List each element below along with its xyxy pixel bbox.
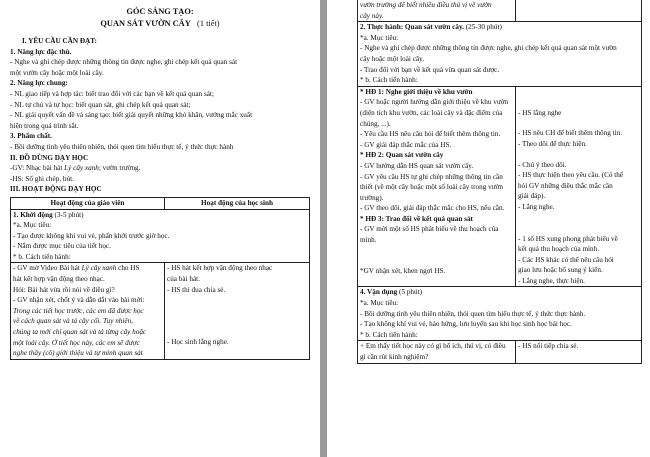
section-3-heading: III. HOẠT ĐỘNG DẠY HỌC — [10, 185, 102, 194]
text-line — [10, 163, 310, 174]
text-line: trường). — [360, 193, 384, 202]
table-row — [358, 0, 642, 22]
text-line: - Lắng nghe. — [518, 202, 555, 211]
text-line: -HS: Sổ ghi chép, bút. — [10, 174, 74, 183]
corner-title: GÓC SÁNG TẠO: — [126, 7, 194, 16]
text-line: chúng, ...). — [360, 119, 391, 128]
text-line: - GV hoặc người hướng dẫn giới thiệu về khu vườn — [360, 98, 509, 107]
text-line: + Em thấy tiết học này có gì bổ ích, thú vị, có điều — [360, 342, 506, 351]
teacher-cell — [358, 0, 516, 22]
apply-time: (5 phút) — [399, 288, 422, 297]
text-span: -GV: Nhạc bài hát — [10, 164, 65, 173]
text-line: giao lưu hoặc bổ sung ý kiến. — [518, 266, 603, 275]
text-line: - NL giải quyết vấn đề và sáng tạo: biết giải quyết những khó khăn, vướng mắc xuất — [10, 111, 253, 120]
text-line: cây hoặc một loài cây. — [360, 54, 424, 63]
section-1-2-heading: 2. Năng lực chung: — [10, 79, 68, 88]
lesson-title: QUAN SÁT VƯỜN CÂY — [100, 19, 191, 28]
apply-heading — [360, 287, 639, 298]
text-line: một loài cây. Ở tiết học này, các em sẽ được — [13, 338, 140, 347]
text-line: một vườn cây hoặc một loài cây. — [10, 68, 104, 77]
text-line: *GV nhận xét, khen ngợi HS. — [360, 266, 446, 275]
text-line: *a. Mục tiêu: — [360, 33, 399, 42]
text-line: - GV theo dõi, giải đáp thắc mắc cho HS, nếu cần. — [360, 204, 505, 213]
text-line: thiết (về một cây hoặc một số loài cây trong vườn — [360, 183, 504, 192]
warmup-title: 1. Khởi động — [13, 210, 53, 219]
text-line: - Nghe và ghi chép được những thông tin được nghe, ghi chép kết quả quan sát một vườn — [360, 44, 617, 53]
text-line: - Lắng nghe, thực hiện. — [518, 276, 585, 285]
activity-table — [10, 197, 310, 360]
section-1-1-heading: 1. Năng lực đặc thù. — [10, 47, 72, 56]
practice-heading — [360, 22, 639, 33]
text-line: - GV giải đáp thắc mắc của HS. — [360, 140, 452, 149]
teacher-cell — [358, 341, 516, 363]
text-line: - HS nối tiếp chia sẻ. — [518, 342, 579, 351]
warmup-cell — [11, 209, 310, 263]
teacher-cell — [358, 86, 516, 287]
table-row — [358, 22, 642, 87]
text-line: - NL giao tiếp và hợp tác: biết trao đổi với các bạn về kết quả quan sát; — [10, 89, 214, 98]
text-span: - GV mở Video Bài hát — [13, 264, 82, 273]
text-line: Hỏi: Bài hát vừa rồi nói về điều gì? — [13, 285, 115, 294]
text-line: - Bồi dưỡng tình yêu thiên nhiên, thói quen tìm hiểu thực tế, ý thức thực hành — [10, 142, 234, 151]
text-line: của bài hát. — [167, 275, 200, 284]
table-row — [358, 341, 642, 363]
song-name: Lý cây xanh — [64, 164, 99, 173]
section-1-3-heading: 3. Phẩm chất. — [10, 132, 52, 141]
text-line: - Nghe và ghi chép được những thông tin được nghe, ghi chép kết quả quan sát — [10, 58, 238, 67]
practice-cell — [358, 22, 642, 87]
section-2-heading: II. ĐỒ DÙNG DẠY HỌC — [10, 153, 89, 162]
text-line: mình. — [360, 236, 377, 245]
text-line: - Học sinh lắng nghe. — [167, 338, 229, 347]
practice-time: (25-30 phút) — [465, 23, 502, 32]
text-span: ; vườn trường. — [98, 164, 141, 173]
text-line: * b. Cách tiến hành: — [13, 252, 71, 261]
table-header-row — [11, 197, 310, 209]
text-line: - Trao đổi với bạn về kết quả vừa quan sát được. — [360, 65, 500, 74]
text-line: gì cần rút kinh nghiệm? — [360, 353, 429, 362]
teacher-cell — [11, 263, 165, 359]
activity-table-continued — [357, 0, 642, 364]
apply-title: 4. Vận dụng — [360, 288, 398, 297]
text-line: *a. Mục tiêu: — [360, 299, 399, 308]
text-span: cho HS — [116, 264, 140, 273]
text-line: - 1 số HS xung phong phát biểu về — [518, 234, 618, 243]
song-name: Lý cây xanh — [81, 264, 117, 273]
text-line: - HS hát kết hợp vận động theo nhạc — [167, 264, 273, 273]
text-line — [13, 263, 162, 274]
text-line: * b. Cách tiến hành: — [360, 330, 418, 339]
table-row — [358, 86, 642, 287]
text-line: - Yêu cầu HS nêu câu hỏi để biết thêm thông tin. — [360, 130, 501, 139]
activity-heading: * HĐ 2: Quan sát vườn cây — [360, 151, 444, 160]
text-line: - GV mời một số HS phát biểu về thu hoạch của — [360, 225, 499, 234]
text-line: (diện tích khu vườn, các loài cây và đặc điểm của — [360, 108, 503, 117]
apply-cell — [358, 287, 642, 341]
activity-heading: * HĐ 3: Trao đổi về kết quả quan sát — [360, 214, 473, 223]
text-line: hiện trong quá trình sắt. — [10, 121, 79, 130]
student-cell — [516, 0, 642, 22]
text-line: - Các HS khác có thể nêu câu hỏi — [518, 255, 614, 264]
text-line: Trong các tiết học trước, các em đã được học — [13, 306, 144, 315]
text-line: - NL tự chủ và tự học: biết quan sát, ghi chép kết quả quan sát; — [10, 100, 191, 109]
table-row — [358, 287, 642, 341]
lesson-duration: (1 tiết) — [197, 19, 220, 28]
text-line: nghe thầy (cô) giới thiệu và tự mình quan sát — [13, 349, 143, 358]
text-line: *a. Mục tiêu: — [13, 221, 52, 230]
warmup-time: (3-5 phút) — [54, 210, 84, 219]
text-line: - GV hướng dẫn HS quan sát vườn cây. — [360, 161, 474, 170]
text-line: - GV yêu cầu HS tự ghi chép những thông tin cần — [360, 172, 503, 181]
lesson-heading — [10, 18, 310, 30]
text-line: - HS thi đua chia sẻ. — [167, 285, 226, 294]
student-cell — [165, 263, 310, 359]
column-header-student: Hoạt động của học sinh — [165, 197, 310, 209]
student-cell — [516, 341, 642, 363]
text-line: kết quả thu hoạch của mình. — [518, 245, 600, 254]
text-line: - Tạo không khí vui vẻ, hào hứng, lưu luyến sau khi học sinh học bài học. — [360, 320, 572, 329]
text-line: - Chú ý theo dõi. — [518, 160, 567, 169]
text-line: - GV nhận xét, chốt ý và dẫn dắt vào bài mới: — [13, 296, 145, 305]
text-line: - HS lắng nghe — [518, 108, 562, 117]
text-line: - HS nêu CH để biết thêm thông tin. — [518, 129, 623, 138]
text-line: chúng ta mới chỉ quan sát và tả từng cây hoặc — [13, 328, 147, 337]
text-line: * b. Cách tiến hành: — [360, 76, 418, 85]
column-header-teacher: Hoạt động của giáo viên — [11, 197, 165, 209]
warmup-heading — [13, 210, 307, 221]
text-line: - Nắm được mục tiêu của tiết học. — [13, 242, 111, 251]
text-line: hỏi GV những điều thắc mắc cần — [518, 181, 613, 190]
student-cell — [516, 86, 642, 287]
text-line: - Tạo được không khí vui vẻ, phấn khởi trước giờ học. — [13, 231, 170, 240]
left-page — [0, 0, 320, 457]
text-line: - Theo dõi để thực hiện. — [518, 139, 587, 148]
text-line: - HS thực hiện theo yêu cầu. (Có thể — [518, 171, 624, 180]
table-row — [11, 263, 310, 359]
text-line: - Bồi dưỡng tình yêu thiên nhiên, thói quen tìm hiểu thực tế, ý thức thực hành. — [360, 309, 586, 318]
activity-heading: * HĐ 1: Nghe giới thiệu về khu vườn — [360, 87, 473, 96]
text-line: về cách quan sát và tả cây cối. Tuy nhiên, — [13, 317, 133, 326]
text-line: hát kết hợp vận động theo nhạc. — [13, 275, 105, 284]
text-line: vườn trường để biết nhiều điều thú vị về vườn — [360, 1, 492, 9]
text-line: cây này. — [360, 11, 384, 20]
section-1-heading: I. YÊU CẦU CẦN ĐẠT: — [22, 37, 97, 45]
practice-title: 2. Thực hành: Quan sát vườn cây. — [360, 23, 464, 32]
table-row — [11, 209, 310, 263]
right-page — [327, 0, 650, 457]
text-line: giải đáp). — [518, 192, 546, 201]
